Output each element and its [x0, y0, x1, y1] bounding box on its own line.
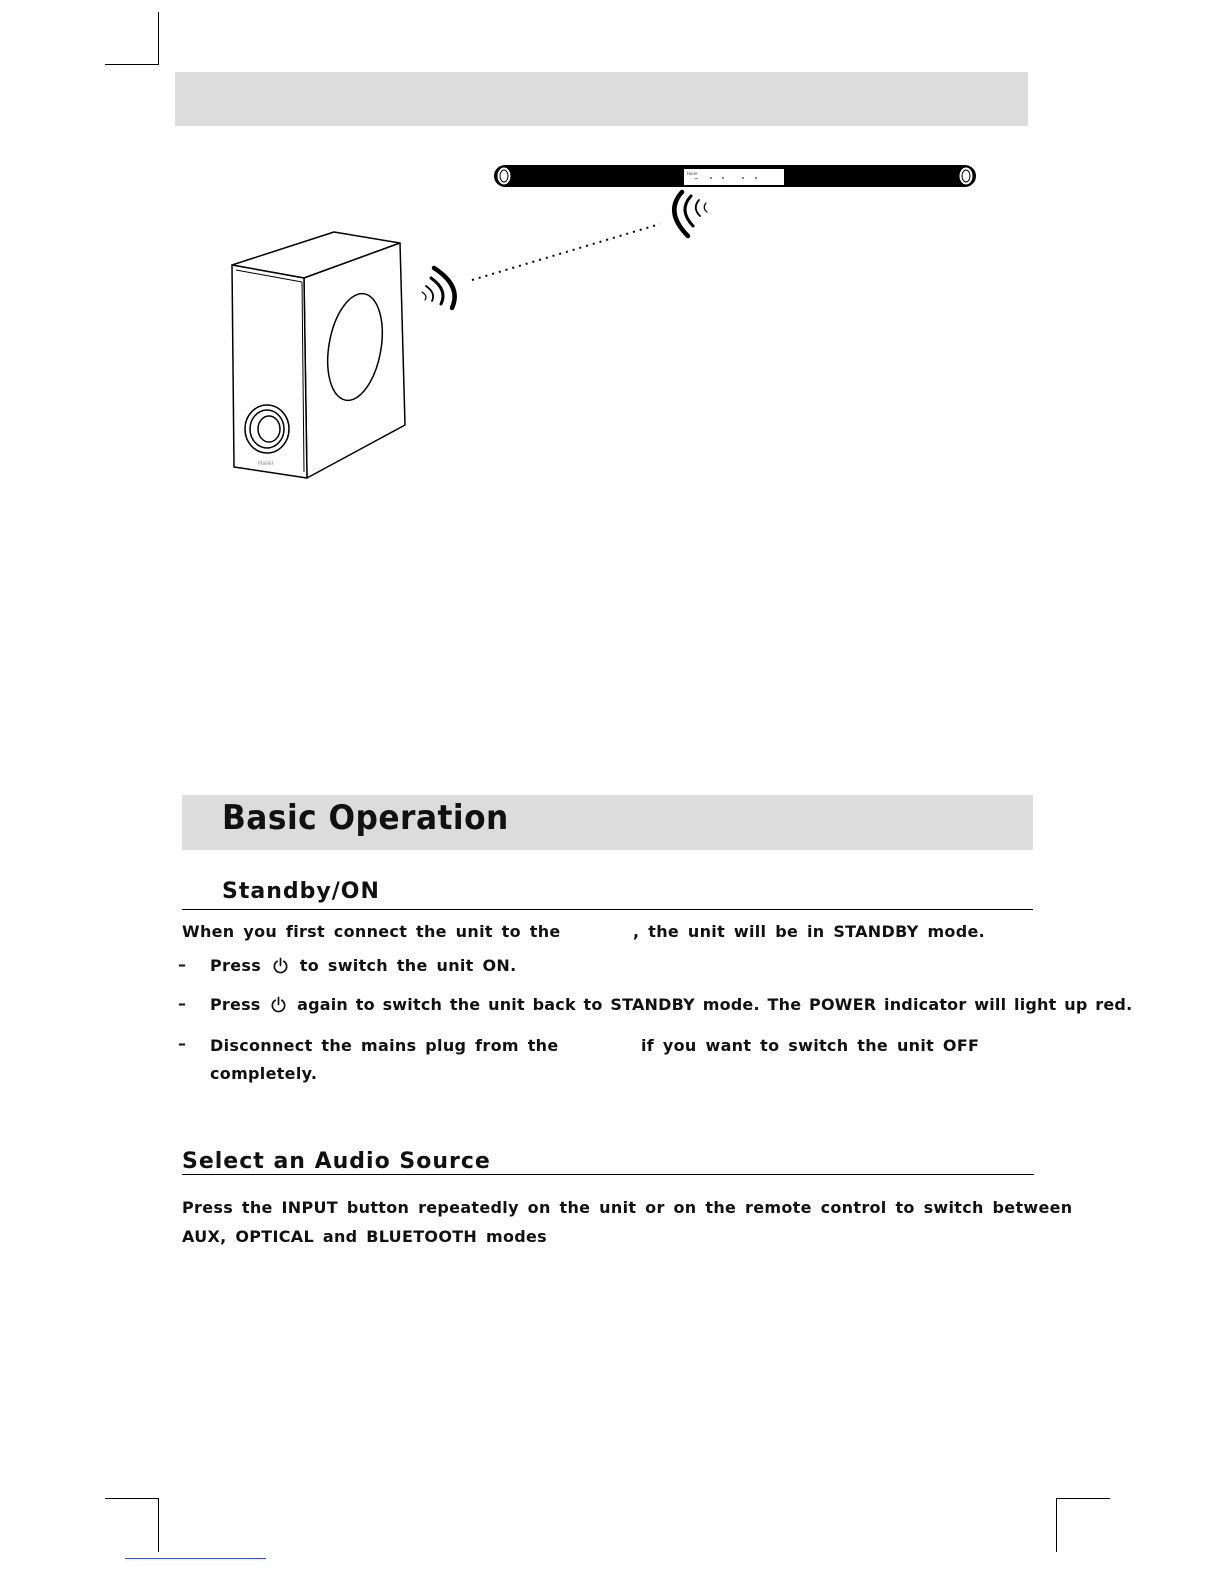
bullet-dash-1: – [178, 955, 186, 974]
section-title-basic-operation: Basic Operation [222, 798, 509, 838]
bullet-dash-2: – [178, 994, 186, 1013]
standby-item-3-line2: completely. [210, 1064, 318, 1083]
standby-item-3-part2: if you want to switch the unit OFF [641, 1036, 980, 1055]
standby-item-1 [210, 956, 516, 975]
audio-source-line-2: AUX, OPTICAL and BLUETOOTH modes [182, 1227, 547, 1246]
subwoofer-image [232, 232, 405, 478]
subsection-title-audio-source: Select an Audio Source [182, 1149, 491, 1174]
soundbar-subwoofer-illustration [200, 150, 1000, 490]
standby-item-3-part1: Disconnect the mains plug from the [210, 1036, 559, 1055]
standby-intro-part2: , the unit will be in STANDBY mode. [633, 922, 985, 941]
subsection-rule-audio-source [182, 1174, 1034, 1175]
crop-mark-top-left-vertical [158, 12, 159, 65]
soundbar-brand: Haier [687, 171, 698, 176]
crop-mark-bottom-right-vertical [1056, 1498, 1057, 1552]
item1-suffix: to switch the unit ON. [299, 956, 517, 975]
soundbar-image [494, 165, 976, 187]
item1-prefix: Press [210, 956, 262, 975]
wireless-link-dotted-line [472, 224, 660, 280]
crop-mark-bottom-left-horizontal [105, 1498, 159, 1499]
crop-mark-bottom-right-horizontal [1056, 1498, 1110, 1499]
soundbar-signal-icon [674, 192, 707, 236]
item2-prefix: Press [210, 995, 261, 1014]
subwoofer-brand: Haier [258, 460, 275, 467]
subwoofer-signal-icon [422, 268, 455, 308]
power-icon [270, 996, 287, 1013]
subsection-rule-standby [182, 909, 1033, 910]
standby-intro-part1: When you first connect the unit to the [182, 922, 561, 941]
crop-mark-top-left-horizontal [105, 64, 159, 65]
link-underline [125, 1558, 266, 1559]
crop-mark-bottom-left-vertical [158, 1498, 159, 1552]
subsection-title-standby: Standby/ON [222, 879, 380, 904]
audio-source-line-1: Press the INPUT button repeatedly on the unit or on the remote control to switch between [182, 1198, 1073, 1217]
power-icon [272, 957, 289, 974]
header-band [175, 72, 1028, 126]
standby-item-2 [210, 995, 1132, 1014]
item2-suffix: again to switch the unit back to STANDBY mode. The POWER indicator will light up red. [297, 995, 1133, 1014]
bullet-dash-3: – [178, 1034, 186, 1053]
